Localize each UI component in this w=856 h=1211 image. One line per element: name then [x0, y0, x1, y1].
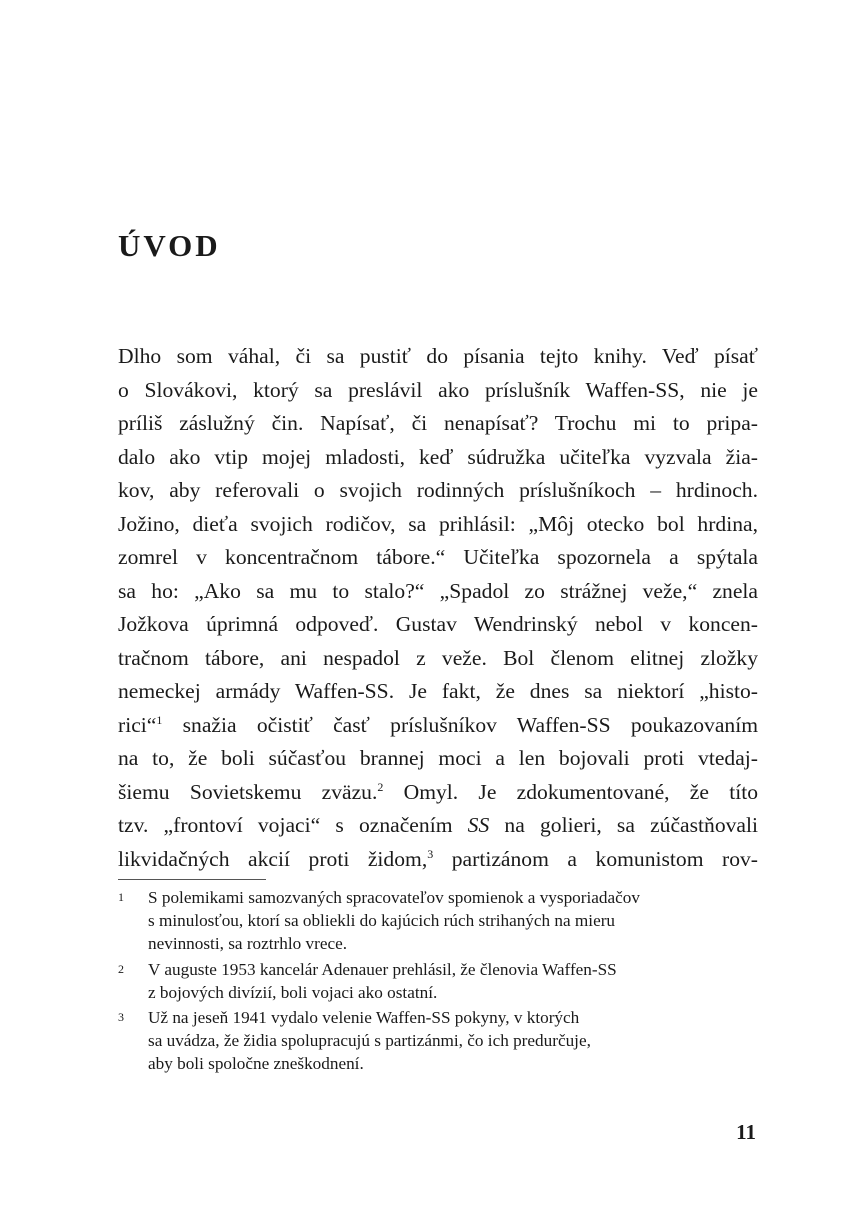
body-line	[118, 843, 758, 877]
body-line: Jožkova úprimná odpoveď. Gustav Wendrinský nebol v koncen-	[118, 612, 758, 636]
body-segment: partizánom a komunistom rov-	[433, 846, 758, 871]
footnote-divider	[118, 879, 266, 880]
body-line: sa ho: „Ako sa mu to stalo?“ „Spadol zo strážnej veže,“ znela	[118, 578, 758, 603]
body-line: na to, že boli súčasťou brannej moci a len bojovali proti vtedaj-	[118, 746, 758, 770]
footnote-number: 2	[118, 961, 124, 976]
body-segment: likvidačných akcií proti židom,	[118, 846, 428, 871]
body-line: tračnom tábore, ani nespadol z veže. Bol členom elitnej zložky	[118, 645, 758, 670]
footnote-2	[118, 958, 758, 1004]
body-line: o Slovákovi, ktorý sa preslávil ako príslušník Waffen-SS, nie je	[118, 377, 758, 402]
footnote-3	[118, 1006, 758, 1076]
footnotes	[118, 886, 758, 1078]
footnote-1	[118, 886, 758, 956]
footnote-line: nevinnosti, sa roztrhlo vrece.	[148, 934, 348, 954]
body-line: kov, aby referovali o svojich rodinných príslušníkoch – hrdinoch.	[118, 478, 758, 502]
body-segment: tzv. „frontoví vojaci“ s označením	[118, 813, 468, 837]
footnote-number: 1	[118, 890, 124, 904]
footnote-ref-3[interactable]: 3	[427, 846, 434, 861]
footnote-line: S polemikami samozvaných spracovateľov spomienok a vysporiadačov	[148, 888, 640, 907]
body-line: dalo ako vtip mojej mladosti, keď súdružka učiteľka vyzvala žia-	[118, 444, 758, 469]
footnote-line: sa uvádza, že židia spolupracujú s partizánmi, čo ich predurčuje,	[148, 1031, 591, 1051]
body-segment: rici“	[118, 712, 157, 737]
body-line	[118, 709, 758, 743]
footnote-line: s minulosťou, ktorí sa obliekli do kajúcich rúch strihaných na mieru	[148, 911, 616, 931]
footnote-number: 3	[118, 1010, 124, 1025]
body-segment: na golieri, sa zúčastňovali	[489, 813, 759, 837]
chapter-title: ÚVOD	[118, 228, 221, 263]
body-line	[118, 776, 758, 810]
body-line	[118, 809, 758, 843]
body-line: zomrel v koncentračnom tábore.“ Učiteľka spozornela a spýtala	[118, 545, 758, 569]
footnote-ref-2[interactable]: 2	[377, 779, 384, 794]
italic-ss: SS	[467, 813, 490, 837]
body-segment: šiemu Sovietskemu zväzu.	[118, 779, 378, 804]
footnote-line: V auguste 1953 kancelár Adenauer prehlásil, že členovia Waffen-SS	[148, 959, 617, 979]
body-segment: snažia očistiť časť príslušníkov Waffen-SS poukazovaním	[162, 712, 758, 737]
body-line: Jožino, dieťa svojich rodičov, sa prihlásil: „Môj otecko bol hrdina,	[118, 511, 758, 536]
footnote-line: z bojových divízií, boli vojaci ako ostatní.	[148, 982, 438, 1002]
body-line: nemeckej armády Waffen-SS. Je fakt, že dnes sa niektorí „histo-	[118, 679, 758, 703]
body-line: Dlho som váhal, či sa pustiť do písania tejto knihy. Veď písať	[118, 344, 758, 368]
footnote-line: aby boli spoločne zneškodnení.	[148, 1054, 364, 1074]
footnote-ref-1[interactable]: 1	[156, 712, 163, 727]
body-text	[118, 340, 758, 876]
body-segment: Omyl. Je zdokumentované, že títo	[383, 779, 759, 804]
page-number: 11	[736, 1120, 756, 1144]
footnote-line: Už na jeseň 1941 vydalo velenie Waffen-SS pokyny, v ktorých	[148, 1008, 580, 1028]
body-line: príliš záslužný čin. Napísať, či nenapísať? Trochu mi to pripa-	[118, 411, 758, 435]
